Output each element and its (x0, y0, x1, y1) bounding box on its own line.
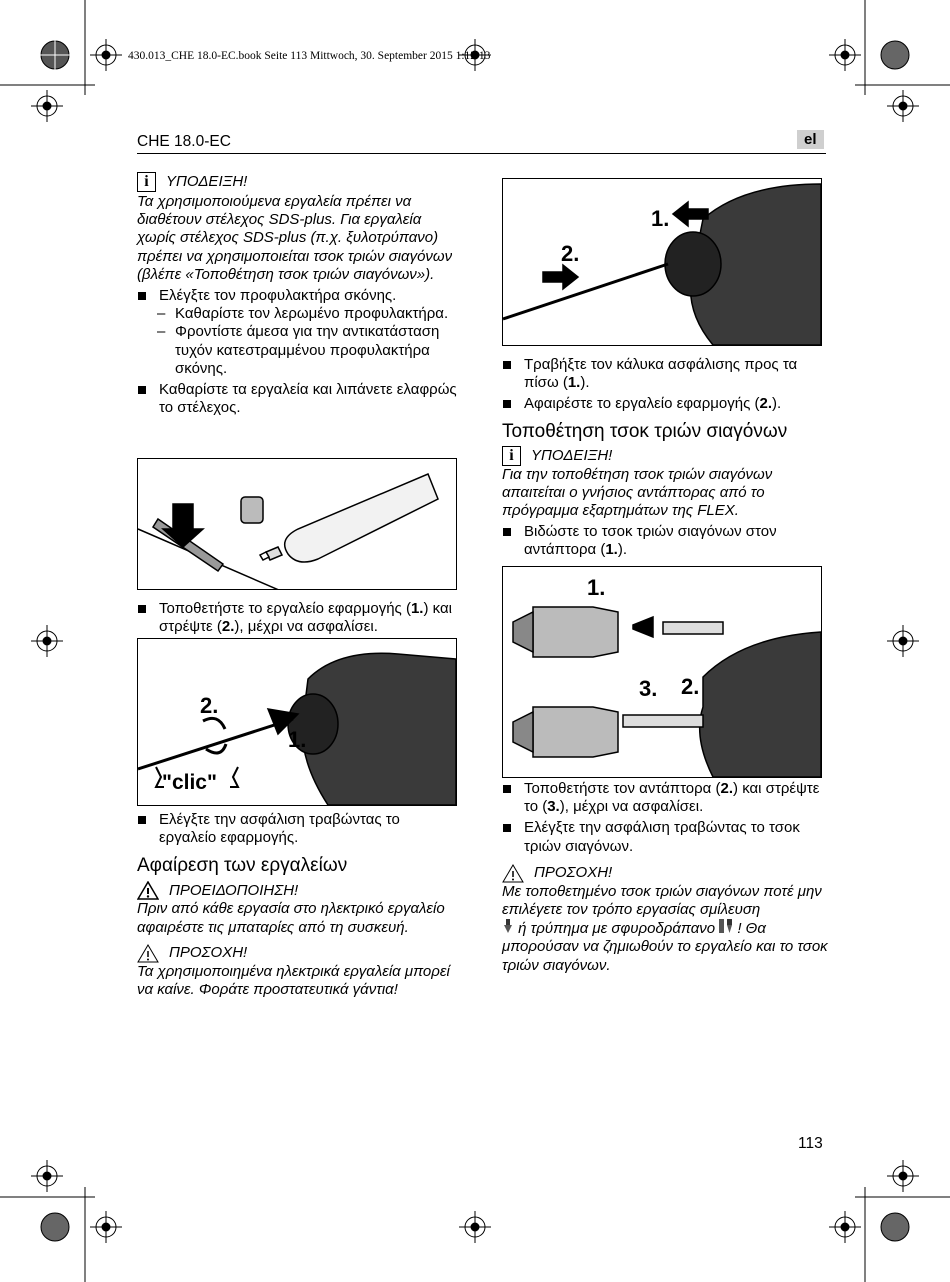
figure-remove-tool (502, 178, 822, 346)
warning-heading: ΠΡΟΕΙΔΟΠΟΙΗΣΗ! (137, 881, 459, 900)
bullet-insert-adapter: Τοποθετήστε τον αντάπτορα (2.) και στρέψτε το (3.), μέχρι να ασφαλίσει. (502, 780, 828, 816)
bullet-remove-tool: Αφαιρέστε το εργαλείο εφαρμογής (2.). (502, 395, 828, 413)
section-install-chuck: Τοποθέτηση τσοκ τριών σιαγόνων (502, 420, 788, 442)
language-tag: el (797, 130, 824, 149)
chisel-mode-icon (502, 919, 514, 933)
note-heading (137, 172, 459, 192)
section-remove-tools: Αφαίρεση των εργαλείων (137, 855, 348, 877)
header-rule (137, 153, 826, 154)
bullet-check-lock: Ελέγξτε την ασφάλιση τραβώντας το εργαλείο εφαρμογής. (137, 811, 459, 847)
left-column-c (137, 811, 459, 999)
hammer-drill-mode-icon (719, 919, 737, 933)
figure-grease-tube (137, 458, 457, 590)
note-text: Τα χρησιμοποιούμενα εργαλεία πρέπει να διαθέτουν στέλεχος SDS-plus. Για εργαλεία χωρίς στέλεχος SDS-plus (π.χ. ξυλοτρύπανο) πρέπει να χρησιμοποιείται τσοκ τριών σιαγόνων (βλέπε «Τοποθέτηση τσοκ τριών σιαγόνων»). (137, 193, 453, 283)
info-icon: i (502, 446, 521, 466)
fig-label-1: 1. (651, 206, 670, 231)
dash-clean-guard: – Καθαρίστε τον λερωμένο προφυλακτήρα. (137, 305, 459, 323)
bullet-screw-chuck: Βιδώστε το τσοκ τριών σιαγόνων στον αντάπτορα (1.). (502, 523, 828, 559)
figure-install-chuck (502, 566, 822, 778)
fig-clic-label: "clic" (162, 771, 217, 794)
fig-label-3: 3. (639, 676, 658, 701)
registration-target-icon (35, 35, 75, 75)
print-info: 430.013_CHE 18.0-EC.book Seite 113 Mittwoch, 30. September 2015 1:12 13 (128, 50, 491, 62)
fig-label-2: 2. (200, 693, 219, 718)
model-header: CHE 18.0-EC (137, 133, 231, 150)
bullet-pull-sleeve: Τραβήξτε τον κάλυκα ασφάλισης προς τα πίσω (1.). (502, 356, 828, 392)
fig-label-2: 2. (681, 674, 700, 699)
figure-insert-tool (137, 638, 457, 806)
fig-label-1: 1. (587, 575, 606, 600)
bullet-insert-tool: Τοποθετήστε το εργαλείο εφαρμογής (1.) και στρέψτε (2.), μέχρι να ασφαλίσει. (137, 600, 459, 636)
bullet-check-dust-guard: Ελέγξτε τον προφυλακτήρα σκόνης. (137, 287, 459, 305)
caution-heading: ΠΡΟΣΟΧΗ! (137, 944, 459, 963)
page-number: 113 (798, 1135, 823, 1152)
note-heading: i ΥΠΟΔΕΙΞΗ! (502, 446, 828, 466)
caution-text: Τα χρησιμοποιημένα ηλεκτρικά εργαλεία μπορεί να καίνε. Φοράτε προστατευτικά γάντια! (137, 962, 450, 999)
right-column-b (502, 780, 828, 975)
left-column-b (137, 600, 459, 636)
caution-triangle-icon (502, 864, 524, 883)
fig-label-2: 2. (561, 241, 580, 266)
note-title: ΥΠΟΔΕΙΞΗ! (166, 172, 248, 190)
left-column (137, 172, 459, 417)
caution-triangle-icon (137, 944, 159, 963)
caution-text: Με τοποθετημένο τσοκ τριών σιαγόνων ποτέ μην επιλέγετε τον τρόπο εργασίας σμίλευση ή τρύπημα με σφυροδράπανο ! Θα μπορούσαν να ζημιωθούν το εργαλείο και το τσοκ τριών σιαγόνων. (502, 882, 828, 974)
warning-text: Πριν από κάθε εργασία στο ηλεκτρικό εργαλείο αφαιρέστε τις μπαταρίες από τη συσκευή. (137, 900, 445, 936)
right-column (502, 356, 828, 560)
caution-heading: ΠΡΟΣΟΧΗ! (502, 864, 828, 883)
bullet-check-chuck: Ελέγξτε την ασφάλιση τραβώντας το τσοκ τριών σιαγόνων. (502, 819, 828, 855)
warning-triangle-icon (137, 881, 159, 900)
note-text: Για την τοποθέτηση τσοκ τριών σιαγόνων απαιτείται ο γνήσιος αντάπτορας από το πρόγραμμα εξαρτημάτων της FLEX. (502, 465, 773, 520)
dash-replace-guard: – Φροντίστε άμεσα για την αντικατάσταση τυχόν κατεστραμμένου προφυλακτήρα σκόνης. (137, 323, 459, 378)
info-icon: i (137, 172, 156, 192)
bullet-clean-tools: Καθαρίστε τα εργαλεία και λιπάνετε ελαφρώς το στέλεχος. (137, 381, 459, 417)
fig-label-1: 1. (288, 727, 307, 752)
